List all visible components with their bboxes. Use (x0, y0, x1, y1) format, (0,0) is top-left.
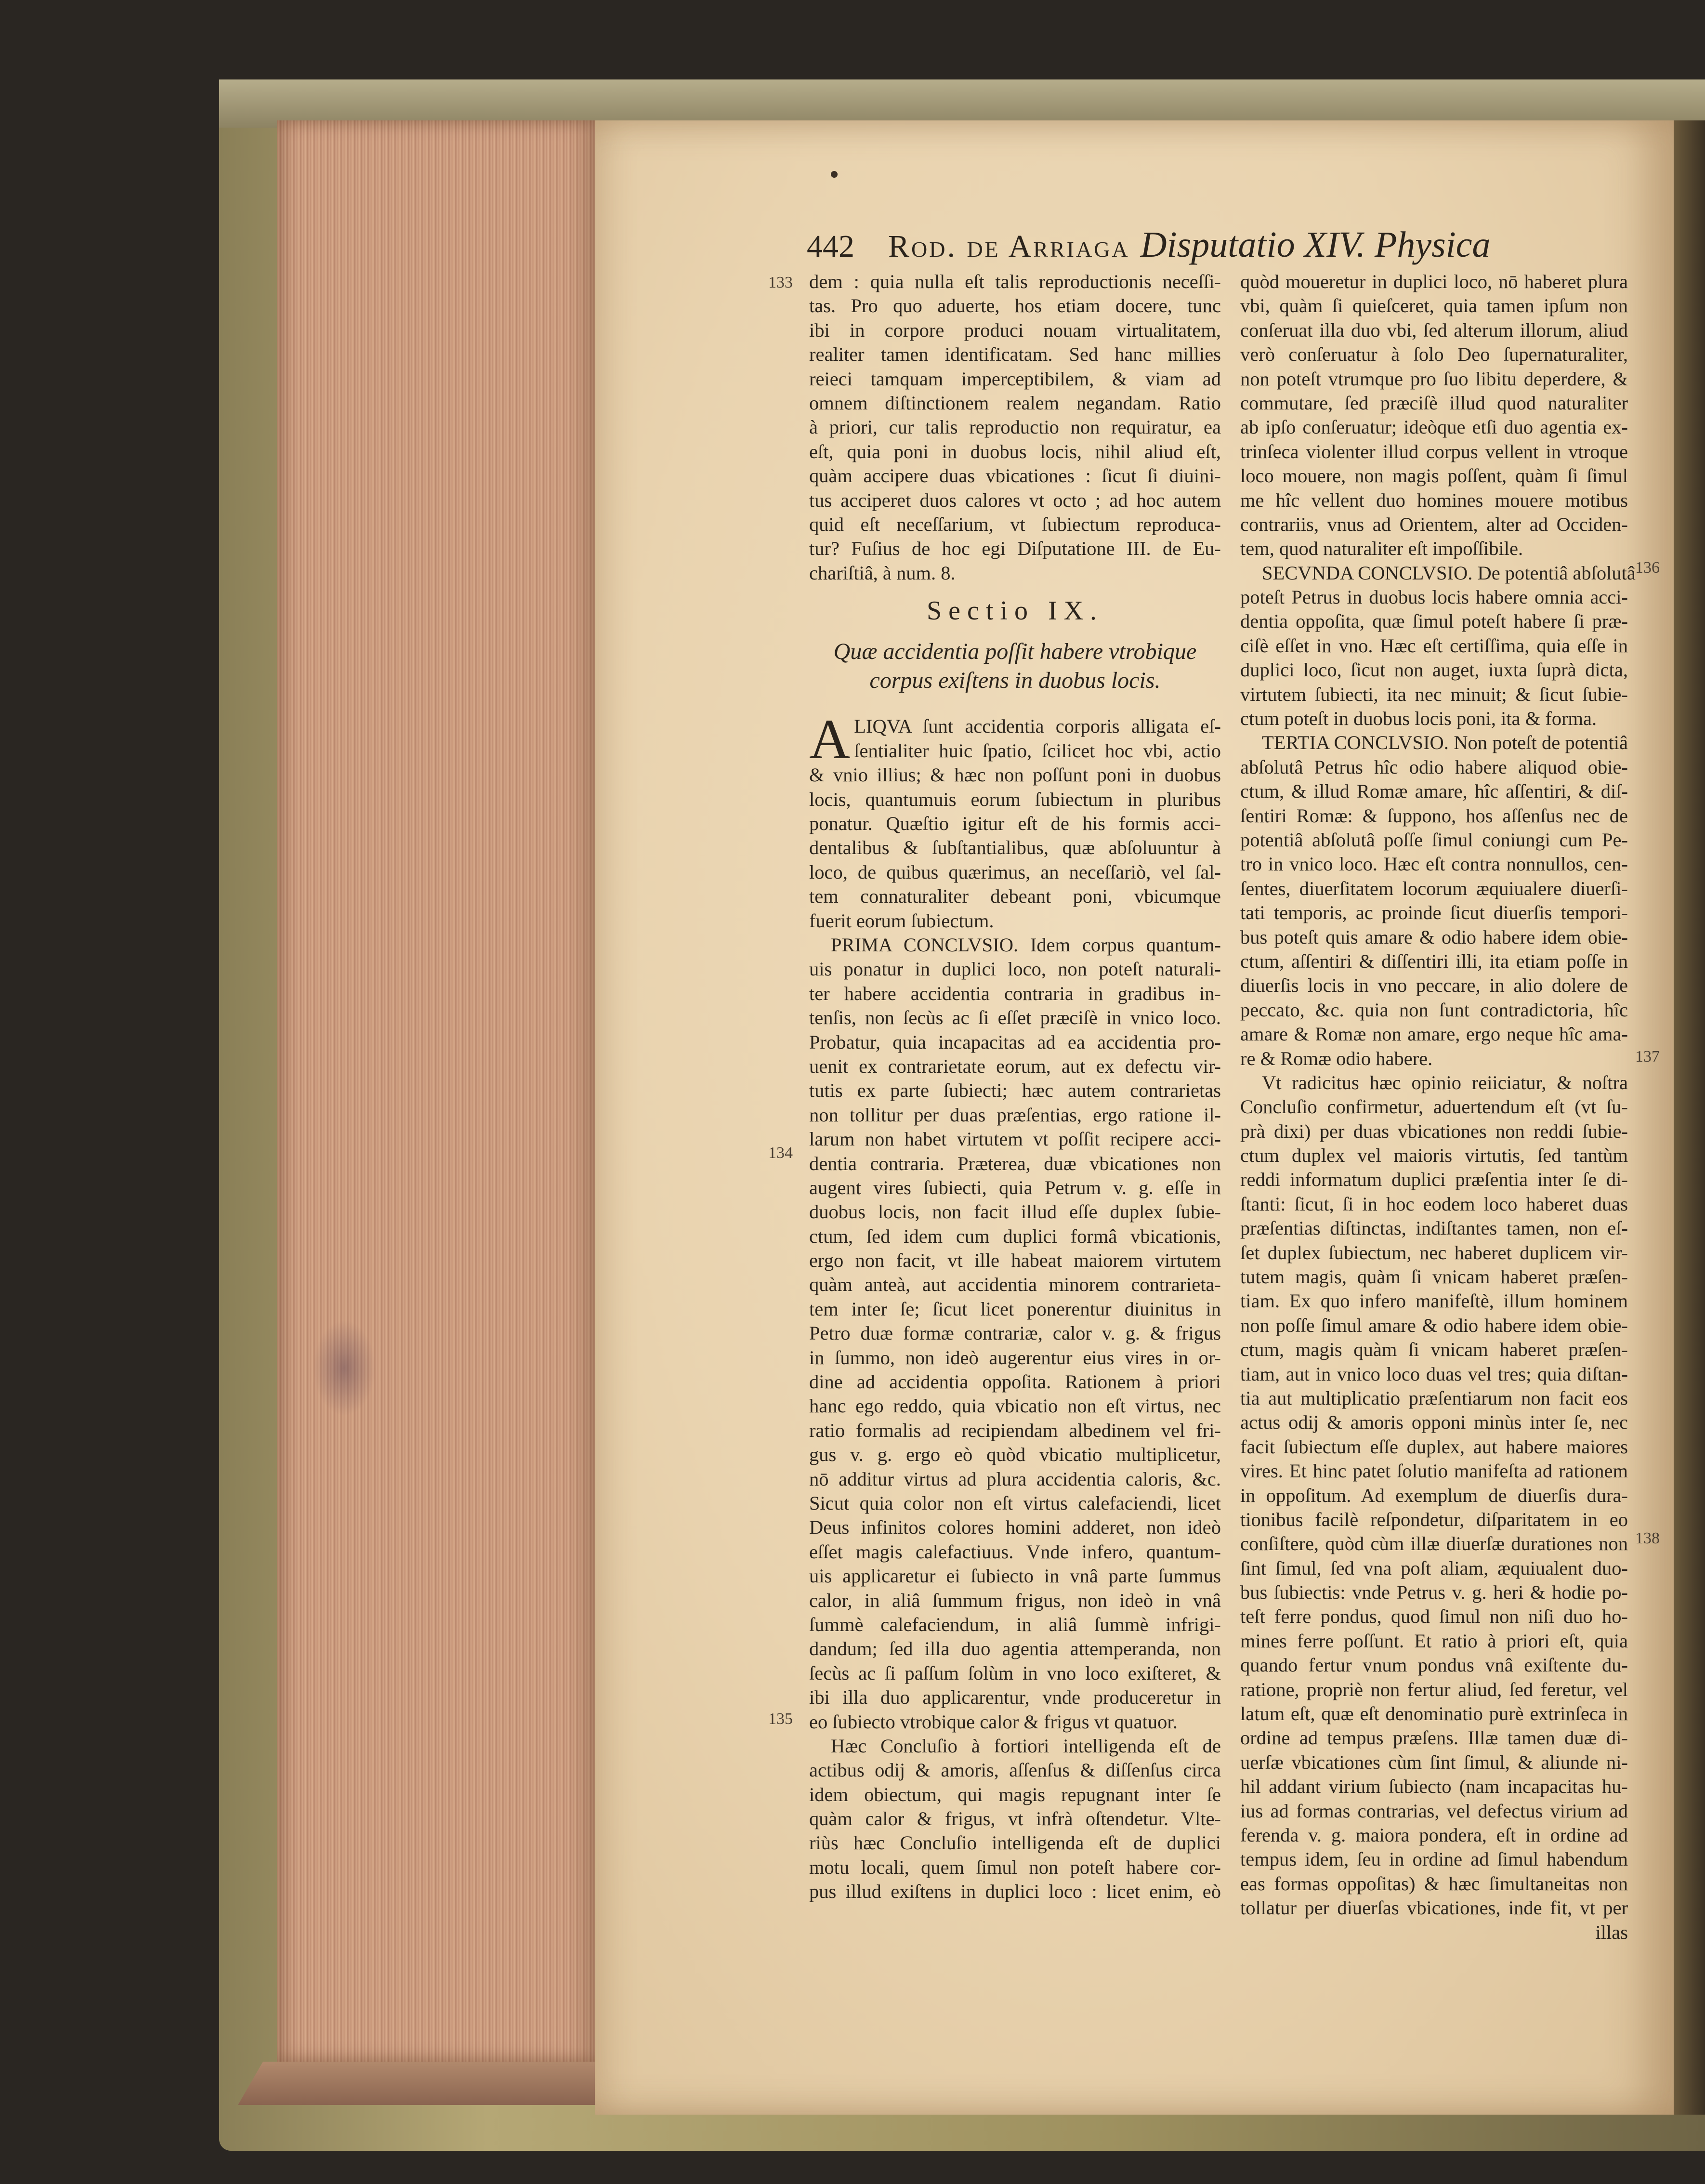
text-line: tas. Pro quo aduerte, hos etiam docere, tunc (809, 295, 1221, 317)
text-line: tempus idem, ſeu in ordine ad ſimul habendum (1240, 1848, 1628, 1870)
text-line: eas formas oppoſitas) & hæc ſimultaneitas non (1240, 1872, 1628, 1895)
text-line: non poteſt vtrumque pro ſuo libitu deperdere, & (1240, 368, 1628, 390)
text-line: LIQVA ſunt accidentia corporis alligata eſ- (854, 715, 1221, 737)
text-line: ciſè eſſet in vno. Hæc eſt certiſſima, quia eſſe in (1240, 634, 1628, 657)
text-line: hanc ego reddo, quia vbicatio non eſt virtus, nec (809, 1395, 1221, 1417)
text-line: uenit ex contrarietate eorum, aut ex defectu vir- (809, 1055, 1221, 1077)
text-line: amare & Romæ non amare, ergo neque hîc ama- (1240, 1023, 1628, 1045)
text-line: nō additur virtus ad plura accidentia caloris, &c. (809, 1468, 1221, 1490)
text-line: dine ad accidentia oppoſita. Rationem à priori (809, 1371, 1221, 1393)
text-line: diuerſis locis in vno peccare, in alio dolere de (1240, 974, 1628, 997)
text-line: ctum, ſed idem cum duplici formâ vbicationis, (809, 1225, 1221, 1247)
text-line: ſint ſimul, ſed vna poſt aliam, æquiualent duo- (1240, 1557, 1628, 1579)
text-line: tia aut multiplicatio præſentiarum non facit eos (1240, 1387, 1628, 1409)
text-line: ſentes, diuerſitatem locorum æquiualere diuerſi- (1240, 877, 1628, 899)
text-line: realiter tamen identificatam. Sed hanc millies (809, 343, 1221, 366)
text-line: idem obiectum, qui magis repugnant inter ſe (809, 1783, 1221, 1805)
margin-number-133: 133 (768, 274, 793, 291)
ink-speck (831, 171, 838, 178)
text-line: ratione, propriè non fertur aliud, ſed feretur, vel (1240, 1678, 1628, 1700)
page-edges (277, 120, 595, 2062)
text-line: ter habere accidentia contraria in gradibus in- (809, 982, 1221, 1004)
text-line: larum non habet virtutem vt poſſit recipere acci- (809, 1128, 1221, 1150)
text-line: quàm calor & frigus, vt infrà oſtendetur. Vlte- (809, 1808, 1221, 1830)
text-line: actibus odij & amoris, aſſenſus & diſſenſus circa (809, 1759, 1221, 1781)
text-line: præſentias diſtinctas, indiſtantes tamen, non eſ- (1240, 1217, 1628, 1239)
text-line: à priori, cur talis reproductio non requiratur, ea (809, 416, 1221, 438)
text-line: duplici loco, ſicut non auget, iuxta ſuprà dicta, (1240, 659, 1628, 681)
left-top-paragraph (809, 270, 1221, 585)
section-title: Sectio IX. (926, 596, 1104, 626)
text-line: tutem magis, quàm ſi vnicam haberet præſen- (1240, 1266, 1628, 1288)
section-subtitle-line: corpus exiſtens in duobus locis. (869, 668, 1161, 694)
text-line: tem, quod naturaliter eſt impoſſibile. (1240, 538, 1523, 560)
text-line: dentia contraria. Præterea, duæ vbicationes non (809, 1152, 1221, 1174)
text-line: ponatur. Quæſtio igitur eſt de his formis acci- (809, 813, 1221, 835)
text-line: & vnio illius; & hæc non poſſunt poni in duobus (809, 764, 1221, 786)
text-line: ſentiri Romæ: & ſuppono, hos aſſenſus nec de (1240, 804, 1628, 827)
text-line: ius ad formas contrarias, vel defectus virium ad (1240, 1800, 1628, 1822)
text-line: prà dixi) per duas vbicationes non reddi ſubie- (1240, 1120, 1628, 1142)
text-line: actus odij & amoris opponi minùs inter ſe, nec (1240, 1411, 1628, 1434)
text-line: quòd moueretur in duplici loco, nō haberet plura (1240, 271, 1628, 292)
text-line: Petro duæ formæ contrariæ, calor v. g. & frigus (809, 1322, 1221, 1344)
text-line: duobus locis, non facit illud eſſe duplex ſubie- (809, 1201, 1221, 1223)
text-line: tollatur per diuerſas vbicationes, inde fit, vt per (1240, 1897, 1628, 1919)
text-line: abſolutâ Petrus hîc odio habere aliquod obie- (1240, 756, 1628, 778)
text-line: vires. Et hinc patet ſolutio manifeſta ad rationem (1240, 1460, 1628, 1482)
text-line: motu locali, quem ſimul non poteſt habere cor- (809, 1856, 1221, 1878)
text-line: ibi in corpore produci nouam virtualitatem, (809, 319, 1221, 341)
text-line: SECVNDA CONCLVSIO. De potentiâ abſolutâ (1262, 562, 1636, 584)
margin-number-136: 136 (1635, 559, 1660, 577)
text-line: ctum, aſſentiri & diſſentiri illi, ita etiam poſſe in (1240, 950, 1628, 972)
text-line: ſentialiter huic ſpatio, ſcilicet hoc vbi, actio (854, 739, 1221, 762)
author-heading: Rod. de Arriaga (888, 229, 1130, 264)
text-line: ctum poteſt in duobus locis poni, ita & forma. (1240, 708, 1597, 730)
text-line: quàm anteà, aut accidentia minorem contrarieta- (809, 1274, 1221, 1296)
text-line: loco mouere, non magis poſſent, quàm ſi ſimul (1240, 465, 1628, 487)
text-line: latum eſt, quæ eſt denominatio purè extrinſeca in (1240, 1703, 1628, 1725)
text-line: peccato, &c. quia non ſunt contradictoria, hîc (1240, 999, 1628, 1021)
margin-number-138: 138 (1635, 1529, 1660, 1547)
left-column (809, 270, 1221, 1904)
text-line: locis, quantumuis eorum ſubiectum in pluribus (809, 788, 1221, 810)
text-line: dentalibus & ſubſtantialibus, quæ abſoluuntur à (809, 837, 1221, 859)
text-line: eſſet magis calefactiuus. Vnde infero, quantum- (809, 1540, 1221, 1563)
text-line: tati temporis, ac proinde ſicut diuerſis tempori- (1240, 902, 1628, 924)
text-line: tem inter ſe; ſicut licet ponerentur diuinitus in (809, 1298, 1221, 1320)
right-column (1240, 270, 1636, 1945)
text-line: Vt radicitus hæc opinio reiiciatur, & noſtra (1262, 1071, 1628, 1093)
text-line: reieci tamquam imperceptibilem, & viam ad (809, 368, 1221, 390)
page-edge-stain (313, 1320, 376, 1416)
text-line: uis ponatur in duplici loco, non poteſt naturali- (809, 958, 1221, 980)
text-line: eo ſubiecto vtrobique calor & frigus vt quatuor. (809, 1710, 1178, 1733)
text-line: omnem diſtinctionem realem negandam. Ratio (809, 392, 1221, 414)
text-line: riùs hæc Concluſio intelligenda eſt de duplici (809, 1832, 1221, 1854)
text-line: contrariis, vnus ad Orientem, alter ad Occiden- (1240, 513, 1628, 535)
text-line: tur? Fuſius de hoc egi Diſputatione III. de Eu- (809, 538, 1221, 560)
text-line: ab ipſo conſeruatur; ideòque etſi duo agentia ex- (1240, 416, 1628, 438)
text-line: TERTIA CONCLVSIO. Non poteſt de potentiâ (1262, 732, 1628, 754)
running-head (807, 224, 1635, 277)
text-line: hil addant virium ſubiecto (nam incapacitas hu- (1240, 1776, 1628, 1798)
text-line: ſet duplex ſubiectum, nec haberet duplicem vir- (1240, 1241, 1628, 1263)
text-line: re & Romæ odio habere. (1240, 1047, 1433, 1069)
text-line: uerſæ vbicationes cùm ſint ſimul, & aliunde ni- (1240, 1751, 1628, 1773)
margin-number-135: 135 (768, 1710, 793, 1728)
text-line: commutare, ſed præciſè illud quod naturaliter (1240, 392, 1628, 414)
text-line: fuerit eorum ſubiectum. (809, 909, 994, 932)
text-line: tus acciperet duos calores vt octo ; ad hoc autem (809, 489, 1221, 511)
text-line: Concluſio confirmetur, aduertendum eſt (vt ſu- (1240, 1096, 1628, 1118)
section-subtitle-line: Quæ accidentia poſſit habere vtrobique (833, 639, 1197, 665)
section-subtitle (809, 637, 1221, 695)
text-line: calor, in aliâ ſummum frigus, non ideò in vnâ (809, 1589, 1221, 1611)
text-line: ibi illa duo applicarentur, vnde produceretur in (809, 1686, 1221, 1709)
text-line: verò conſeruatur à ſolo Deo ſupernaturaliter, (1240, 343, 1628, 366)
margin-number-137: 137 (1635, 1048, 1660, 1066)
text-line: tenſis, non ſecùs ac ſi eſſet præciſè in vnico loco. (809, 1007, 1221, 1029)
text-line: in ſummo, non ideò augerentur eius vires in or- (809, 1346, 1221, 1368)
text-line: in oppoſitum. Ad exemplum de diuerſis dura- (1240, 1484, 1628, 1506)
text-line: reddi informatum duplici præſentia inter ſe di- (1240, 1169, 1628, 1191)
text-line: chariſtiâ, à num. 8. (809, 562, 956, 584)
text-line: poteſt Petrus in duobus locis habere omnia acci- (1240, 586, 1628, 608)
text-line: eſt, quia poni in duobus locis, nihil aliud eſt, (809, 440, 1221, 462)
catchword: illas (1595, 1921, 1628, 1943)
text-line: ergo non facit, vt ille habeat maiorem virtutem (809, 1250, 1221, 1272)
text-line: quando fertur vnum pondus vnâ exiſtente du- (1240, 1654, 1628, 1676)
text-line: ctum, & illud Romæ amare, hîc aſſentiri, & diſ- (1240, 780, 1628, 803)
text-line: tiam, aut in vnico loco duas vel tres; quia diſtan- (1240, 1363, 1628, 1385)
text-line: pus illud exiſtens in duplici loco : licet enim, eò (809, 1881, 1221, 1903)
text-line: conſeruat illa duo vbi, ſed alterum illorum, aliud (1240, 319, 1628, 341)
text-line: gus v. g. ergo eò quòd vbicatio multiplicetur, (809, 1444, 1221, 1466)
text-line: bus poteſt quis amare & odio habere idem obie- (1240, 926, 1628, 948)
text-line: conſiſtere, quòd cùm illæ diuerſæ durationes non (1240, 1533, 1628, 1555)
text-line: me hîc vellent duo homines mouere motibus (1240, 489, 1628, 511)
text-line: trinſeca violenter illud corpus vellent in vtroque (1240, 440, 1628, 462)
text-line: Probatur, quia incapacitas ad ea accidentia pro- (809, 1031, 1221, 1053)
text-line: ratio formalis ad recipiendam albedinem vel fri- (809, 1419, 1221, 1441)
text-line: Deus infinitos colores homini adderet, non ideò (809, 1516, 1221, 1539)
text-line: facit ſubiectum eſſe duplex, aut habere maiores (1240, 1435, 1628, 1458)
disputation-heading: Disputatio XIV. Physica (1140, 224, 1491, 265)
text-line: dandum; ſed illa duo agentia attemperanda, non (809, 1638, 1221, 1660)
section-body (809, 708, 1221, 1904)
text-line: mines ferre poſſunt. Et ratio à priori eſt, quia (1240, 1630, 1628, 1652)
gutter-shadow (1674, 120, 1705, 2115)
text-line: bus ſubiectis: vnde Petrus v. g. heri & hodie po- (1240, 1581, 1628, 1604)
text-line: quid eſt neceſſarium, vt ſubiectum reproduca- (809, 513, 1221, 535)
page-number: 442 (807, 229, 854, 264)
text-line: virtutem ſubiecti, ita nec minuit; & ſicut ſubie- (1240, 683, 1628, 705)
text-line: ferenda v. g. maiora pondera, eſt in ordine ad (1240, 1824, 1628, 1846)
drop-capital: A (809, 708, 851, 771)
margin-number-134: 134 (768, 1144, 793, 1162)
text-line: tutis ex parte ſubiecti; hæc autem contrarietas (809, 1079, 1221, 1102)
text-line: ordine ad tempus præſens. Illæ tamen duæ di- (1240, 1727, 1628, 1749)
text-line: dem : quia nulla eſt talis reproductionis neceſſi- (809, 271, 1221, 292)
text-line: dentia oppoſita, quæ ſimul poteſt habere ſi præ- (1240, 610, 1628, 632)
text-line: potentiâ abſolutâ poſſe ſimul coniungi cum Pe- (1240, 829, 1628, 851)
text-line: tiam. Ex quo infero manifeſtè, illum hominem (1240, 1290, 1628, 1312)
text-line: Hæc Concluſio à fortiori intelligenda eſt de (831, 1735, 1221, 1757)
text-line: tionibus facilè reſpondetur, diſparitatem in eo (1240, 1508, 1628, 1530)
text-line: ctum, magis quàm ſi vnicam haberet præſen- (1240, 1339, 1628, 1361)
text-line: ſtanti: ſicut, ſi in hoc eodem loco haberet duas (1240, 1193, 1628, 1215)
text-line: tro in vnico loco. Hæc eſt contra nonnullos, cen- (1240, 853, 1628, 875)
text-line: ſummè calefaciendum, in aliâ ſummè infrigi- (809, 1613, 1221, 1635)
text-line: PRIMA CONCLVSIO. Idem corpus quantum- (831, 934, 1221, 956)
text-line: quàm accipere duas vbicationes : ſicut ſi diuini- (809, 465, 1221, 487)
text-line: teſt ferre pondus, quod ſimul non niſi duo ho- (1240, 1605, 1628, 1628)
text-line: non poſſe ſimul amare & odio habere idem obie- (1240, 1314, 1628, 1336)
text-line: vbi, quàm ſi quieſceret, quia tamen ipſum non (1240, 295, 1628, 317)
text-line: Sicut quia color non eſt virtus calefaciendi, licet (809, 1492, 1221, 1514)
text-line: loco, de quibus quærimus, an neceſſariò, vel ſal- (809, 861, 1221, 883)
text-line: ctum duplex vel maioris virtutis, ſed tantùm (1240, 1145, 1628, 1167)
text-line: tem connaturaliter debeant poni, vbicumque (809, 885, 1221, 908)
text-line: augent vires ſubiecti, quia Petrum v. g. eſſe in (809, 1176, 1221, 1198)
text-line: ſecùs ac ſi paſſum ſolùm in vno loco exiſteret, & (809, 1662, 1221, 1684)
text-line: non tollitur per duas præſentias, ergo ratione il- (809, 1104, 1221, 1126)
text-line: uis applicaretur ei ſubiecto in vnâ parte ſummus (809, 1565, 1221, 1587)
